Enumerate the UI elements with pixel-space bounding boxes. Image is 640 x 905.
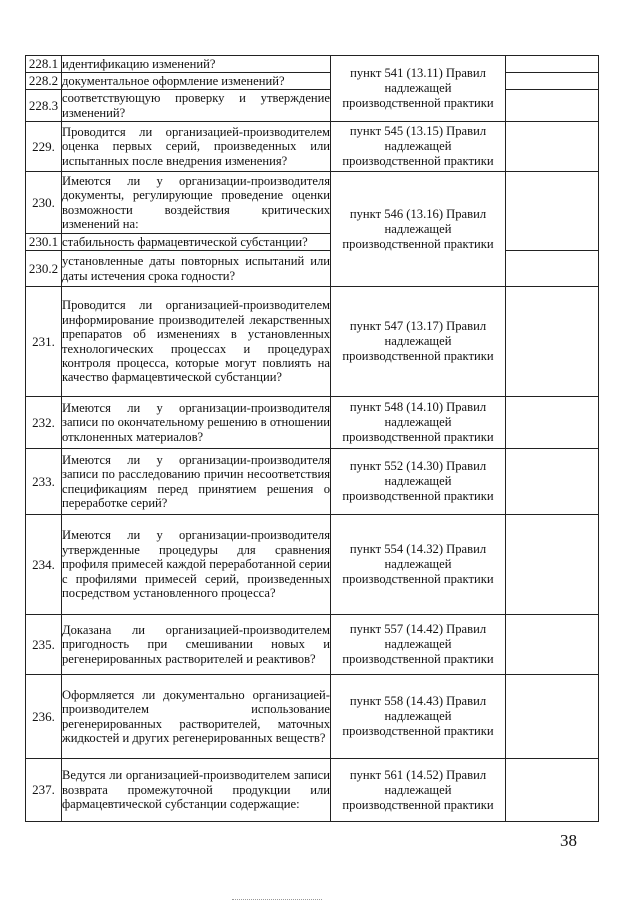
- item-number: 236.: [26, 675, 62, 759]
- answer-cell[interactable]: [506, 56, 599, 73]
- question-text: Ведутся ли организацией-производителем записи возврата промежуточной продукции или фармацевтической субстанции содержащие:: [62, 759, 331, 822]
- question-text: Имеются ли у организации-производителя записи по расследованию причин несоответствия спецификациям перед принятием решения о переработке серий?: [62, 449, 331, 515]
- answer-cell[interactable]: [506, 172, 599, 234]
- answer-cell[interactable]: [506, 759, 599, 822]
- table-row: [26, 397, 599, 449]
- footer-dotted-line: [232, 899, 322, 900]
- answer-cell[interactable]: [506, 515, 599, 615]
- answer-cell[interactable]: [506, 449, 599, 515]
- answer-cell[interactable]: [506, 251, 599, 287]
- table-row: [26, 287, 599, 397]
- regulation-reference: пункт 547 (13.17) Правил надлежащей производственной практики: [331, 287, 506, 397]
- question-text: соответствующую проверку и утверждение изменений?: [62, 91, 330, 120]
- regulation-reference: пункт 548 (14.10) Правил надлежащей производственной практики: [331, 397, 506, 449]
- question-text: Имеются ли у организации-производителя утвержденные процедуры для сравнения профиля примесей каждой переработанной серии с профилями примесей серий, произведенных посредством установленного процесса?: [62, 515, 331, 615]
- item-number: 231.: [26, 287, 62, 397]
- item-number: 230.1: [26, 234, 62, 251]
- table-row: [26, 449, 599, 515]
- item-number: 232.: [26, 397, 62, 449]
- answer-cell[interactable]: [506, 615, 599, 675]
- regulation-reference: пункт 541 (13.11) Правил надлежащей производственной практики: [331, 56, 506, 122]
- question-text: Проводится ли организацией-производителем оценка первых серий, произведенных или испытанных после внедрения изменения?: [62, 122, 331, 172]
- question-text: документальное оформление изменений?: [62, 73, 331, 90]
- question-text: Доказана ли организацией-производителем пригодность при смешивании новых и регенерированных растворителей и реактивов?: [62, 615, 331, 675]
- regulation-reference: пункт 561 (14.52) Правил надлежащей производственной практики: [331, 759, 506, 822]
- question-text: стабильность фармацевтической субстанции?: [62, 234, 331, 251]
- regulation-reference: пункт 558 (14.43) Правил надлежащей производственной практики: [331, 675, 506, 759]
- regulation-reference: пункт 554 (14.32) Правил надлежащей производственной практики: [331, 515, 506, 615]
- item-number: 233.: [26, 449, 62, 515]
- table-row: [26, 759, 599, 822]
- question-text: Имеются ли у организации-производителя записи по окончательному решению в отношении отклоненных материалов?: [62, 397, 331, 449]
- answer-cell[interactable]: [506, 234, 599, 251]
- question-text: Проводится ли организацией-производителем информирование производителей лекарственных препаратов об изменениях в установленных технологических процессах и процедурах контроля процесса, которые могут повлиять на качество фармацевтической субстанции?: [62, 287, 331, 397]
- checklist-table: [25, 55, 599, 822]
- table-row: [26, 172, 599, 234]
- table-row: [26, 675, 599, 759]
- question-text: идентификацию изменений?: [62, 56, 331, 73]
- question-text: установленные даты повторных испытаний или даты истечения срока годности?: [62, 251, 331, 287]
- question-text: Имеются ли у организации-производителя документы, регулирующие проведение оценки возможности воздействия критических изменений на:: [62, 172, 331, 234]
- item-number: 230.: [26, 172, 62, 234]
- answer-cell[interactable]: [506, 287, 599, 397]
- regulation-reference: пункт 545 (13.15) Правил надлежащей производственной практики: [331, 122, 506, 172]
- item-number: 234.: [26, 515, 62, 615]
- item-number: 228.1: [26, 56, 62, 73]
- regulation-reference: пункт 552 (14.30) Правил надлежащей производственной практики: [331, 449, 506, 515]
- table-row: [26, 73, 599, 90]
- regulation-reference: пункт 546 (13.16) Правил надлежащей производственной практики: [331, 172, 506, 287]
- table-row: [26, 56, 599, 73]
- answer-cell[interactable]: [506, 397, 599, 449]
- answer-cell[interactable]: [506, 675, 599, 759]
- item-number: 229.: [26, 122, 62, 172]
- item-number: 228.3: [26, 90, 62, 122]
- answer-cell[interactable]: [506, 122, 599, 172]
- table-row: [26, 615, 599, 675]
- table-row: [26, 515, 599, 615]
- item-number: 230.2: [26, 251, 62, 287]
- regulation-reference: пункт 557 (14.42) Правил надлежащей производственной практики: [331, 615, 506, 675]
- question-text: Оформляется ли документально организацией-производителем использование регенерированных растворителей, маточных жидкостей и других регенерированных веществ?: [62, 675, 331, 759]
- answer-cell[interactable]: [506, 73, 599, 90]
- answer-cell[interactable]: [506, 90, 599, 122]
- page-number: 38: [560, 831, 577, 850]
- item-number: 235.: [26, 615, 62, 675]
- table-row: [26, 251, 599, 287]
- item-number: 237.: [26, 759, 62, 822]
- item-number: 228.2: [26, 73, 62, 90]
- table-row: [26, 90, 599, 122]
- table-row: [26, 122, 599, 172]
- table-row: [26, 234, 599, 251]
